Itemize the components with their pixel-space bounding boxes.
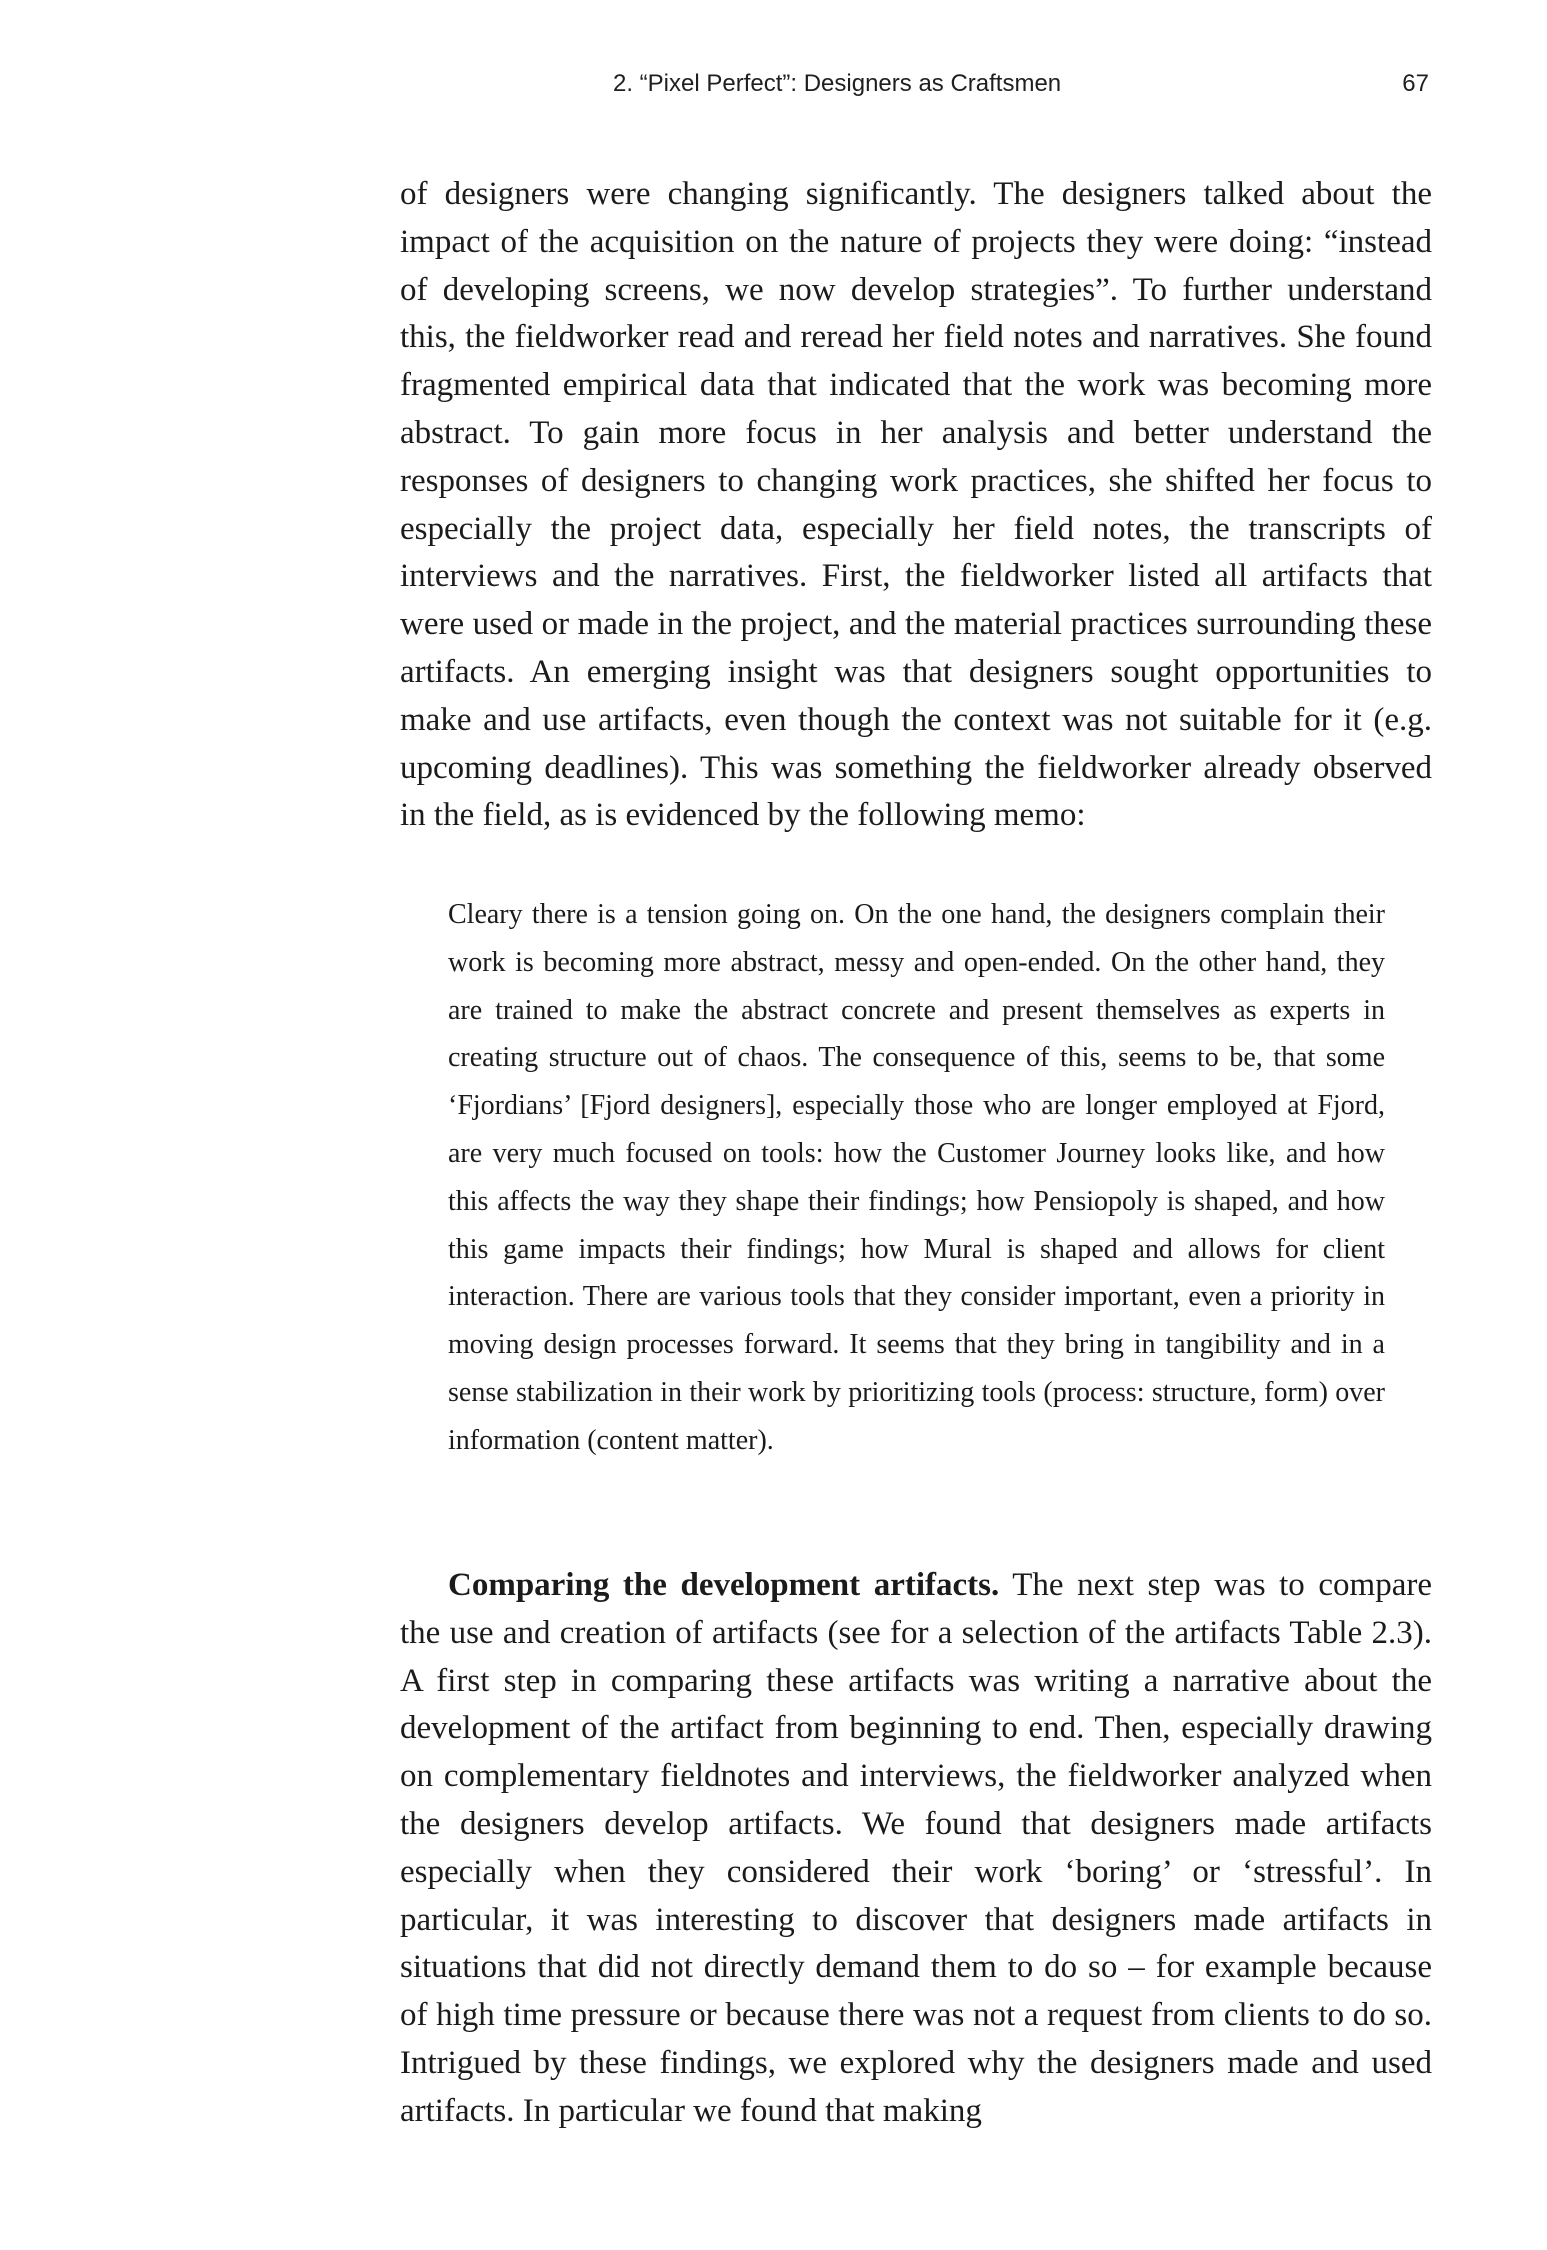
paragraph: of designers were changing significantly. The designers talked about the impact of the acquisition on the nature of projects they were doing: “instead of developing screens, we now develop strategies”. To further understand this, the fieldworker read and reread her field notes and narratives. She found fragmented empirical data that indicated that the work was becoming more abstract. To gain more focus in her analysis and better understand the responses of designers to changing work practices, she shifted her focus to especially the project data, especially her field notes, the transcripts of interviews and the narratives. First, the fieldworker listed all artifacts that were used or made in the project, and the material practices surrounding these artifacts. An emerging insight was that designers sought opportunities to make and use artifacts, even though the context was not suitable for it (e.g. upcoming deadlines). This was something the fieldworker already observed in the field, as is evidenced by the following memo: (400, 176, 1432, 834)
page-number: 67 (1402, 70, 1429, 97)
running-head (400, 68, 1433, 104)
section-paragraph (400, 1562, 1432, 2136)
memo-quote: Cleary there is a tension going on. On the one hand, the designers complain their work is becoming more abstract, messy and open-ended. On the other hand, they are trained to make the abstract concrete and present themselves as experts in creating structure out of chaos. The consequence of this, seems to be, that some ‘Fjordians’ [Fjord designers], especially those who are longer employed at Fjord, are very much focused on tools: how the Customer Journey looks like, and how this affects the way they shape their findings; how Pensiopoly is shaped, and how this game impacts their findings; how Mural is shaped and allows for client interaction. There are various tools that they consider important, even a priority in moving design processes forward. It seems that they bring in tangibility and in a sense stabilization in their work by prioritizing tools (process: structure, form) over information (content matter). (448, 899, 1385, 1456)
run-in-heading: Comparing the development artifacts. (448, 1567, 1000, 1603)
chapter-title: 2. “Pixel Perfect”: Designers as Craftsmen (613, 70, 1062, 97)
body-text (400, 171, 1432, 840)
section-text: The next step was to compare the use and creation of artifacts (see for a selection of the artifacts Table 2.3). A first step in comparing these artifacts was writing a narrative about the development of the artifact from beginning to end. Then, especially drawing on complementary fieldnotes and interviews, the fieldworker analyzed when the designers develop artifacts. We found that designers made artifacts especially when they considered their work ‘boring’ or ‘stressful’. In particular, it was interesting to discover that designers made artifacts in situations that did not directly demand them to do so – for example because of high time pressure or because there was not a request from clients to do so. Intrigued by these findings, we explored why the designers made and used artifacts. In particular we found that making (400, 1567, 1432, 2129)
